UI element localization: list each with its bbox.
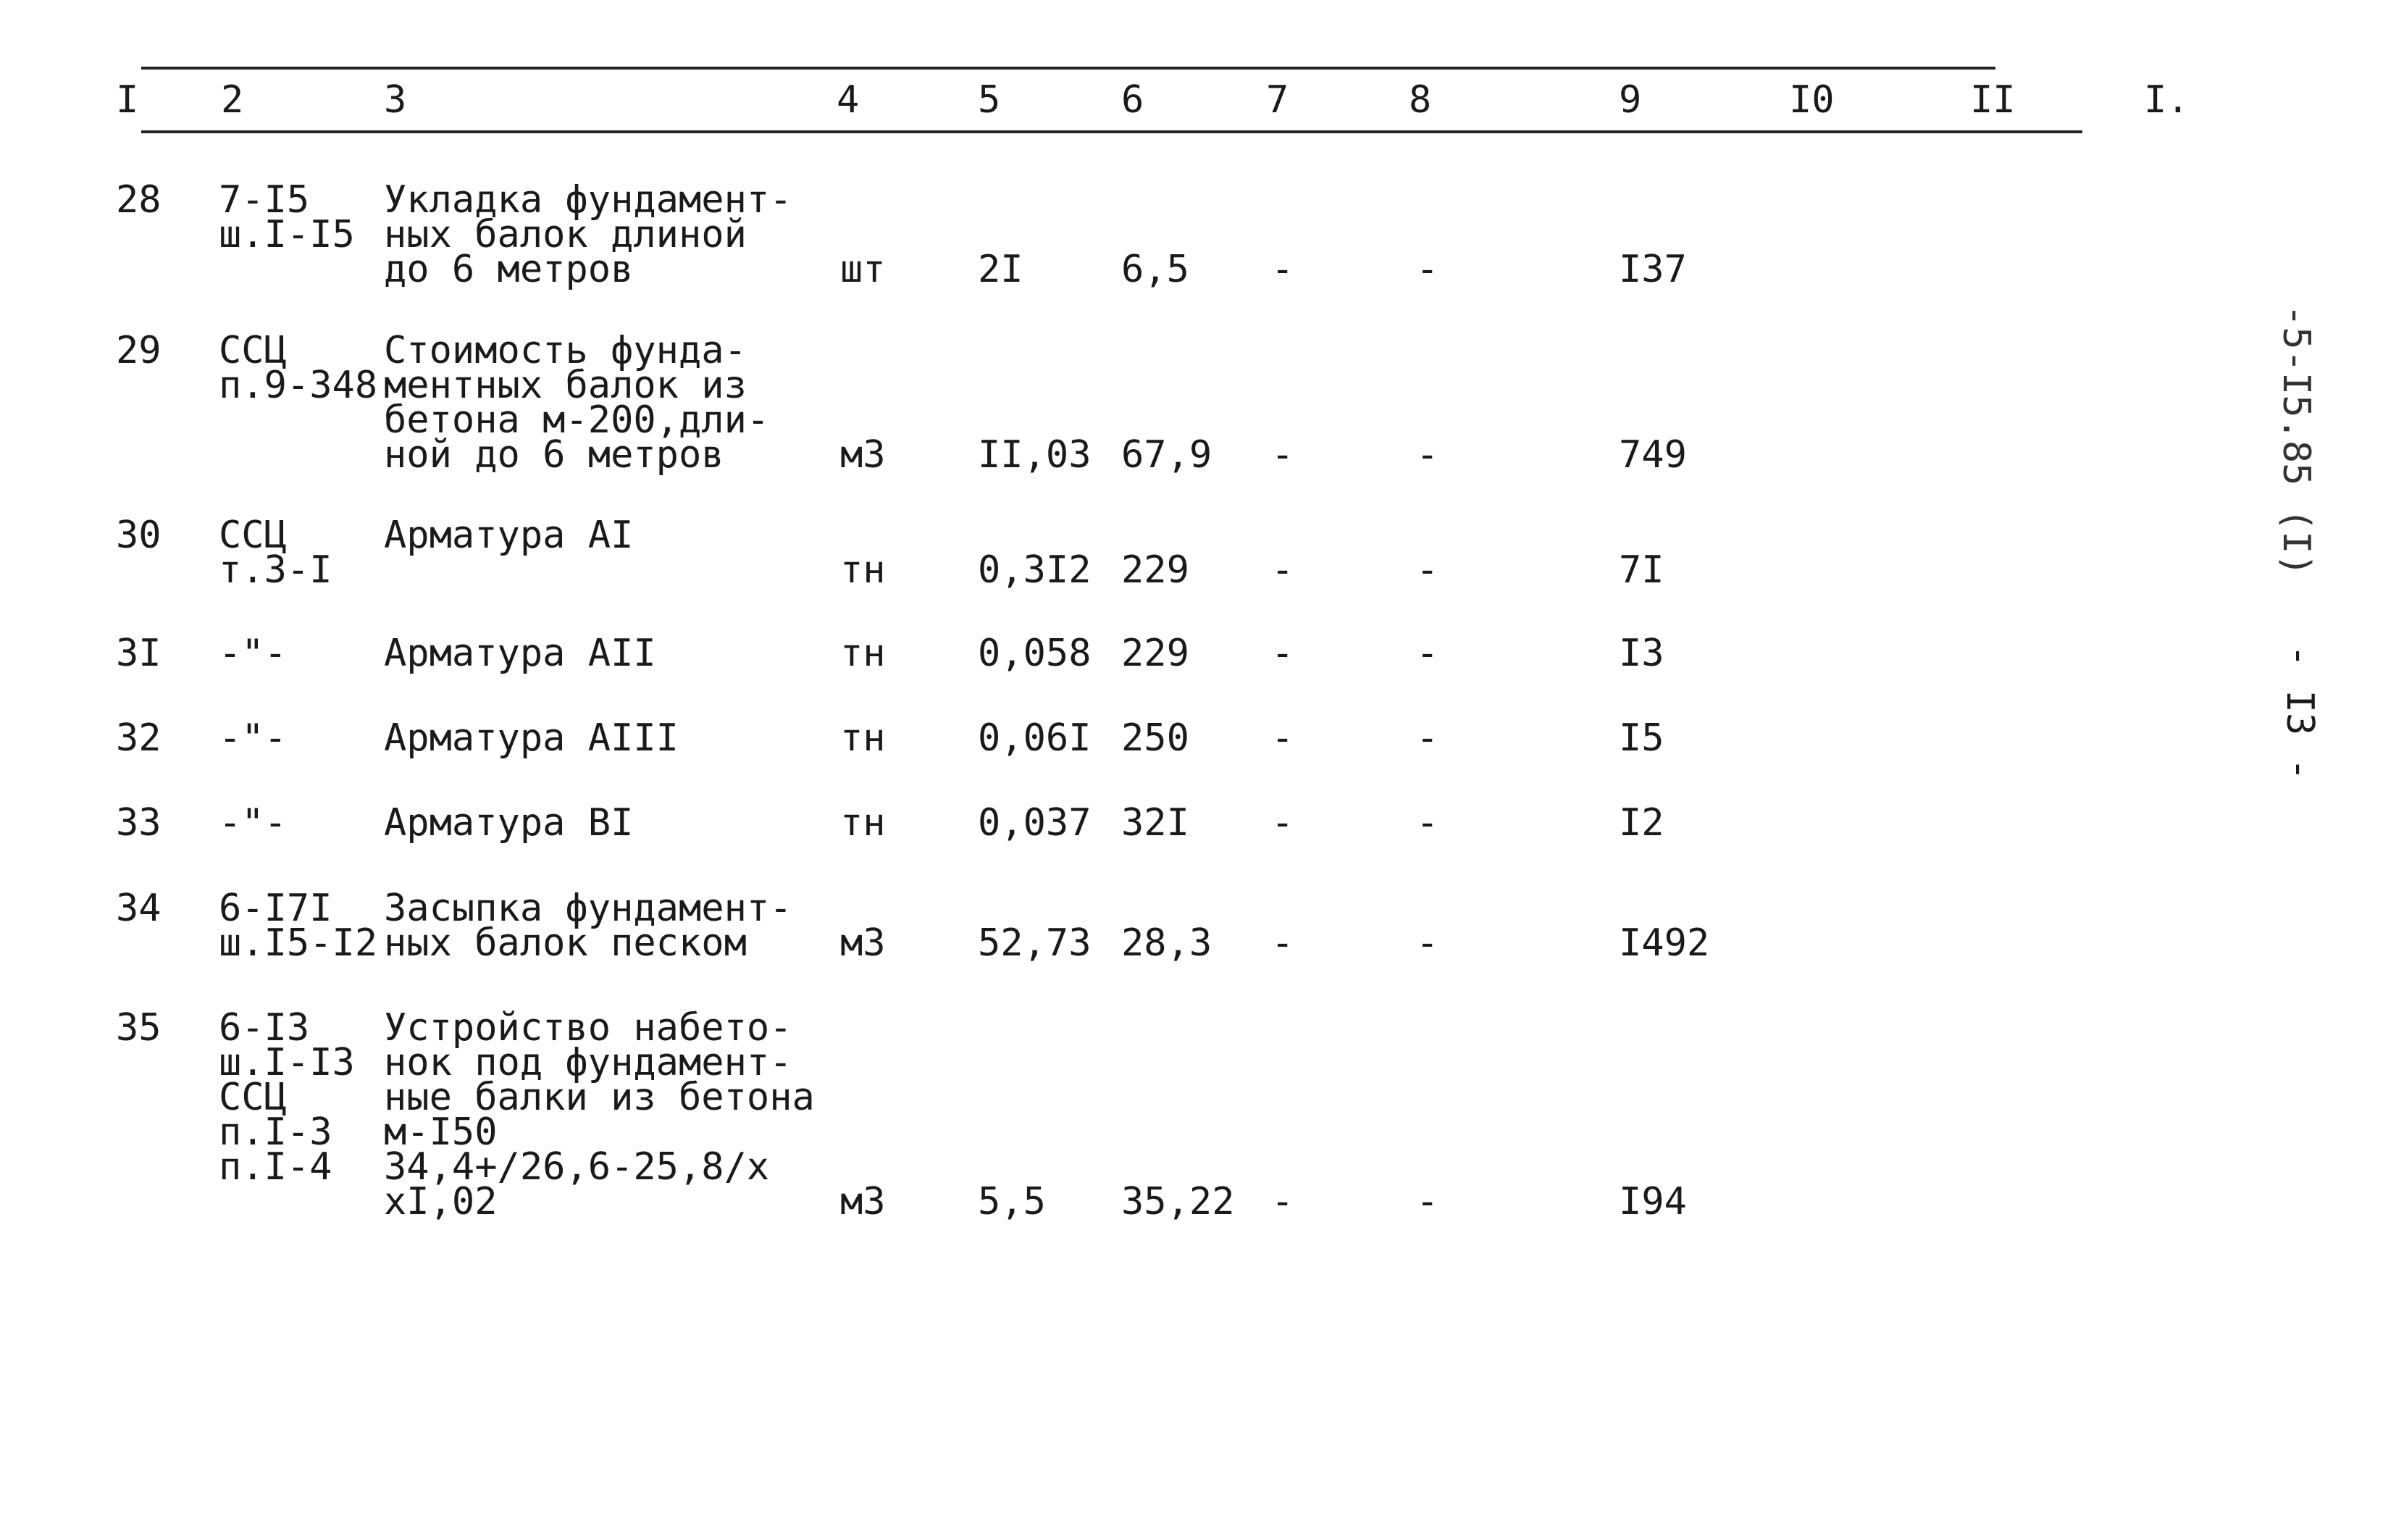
total-cost: I94 bbox=[1619, 1180, 1687, 1223]
unit-price: 250 bbox=[1121, 716, 1189, 760]
unit-price: 28,3 bbox=[1121, 921, 1212, 965]
row-number: 28 bbox=[116, 178, 162, 222]
work-description: Арматура АIII bbox=[384, 716, 679, 760]
column-8-value: - bbox=[1416, 632, 1439, 675]
unit-price: 229 bbox=[1121, 632, 1189, 675]
column-8-value: - bbox=[1416, 801, 1439, 845]
header-cell-2: 2 bbox=[221, 78, 244, 122]
norm-code: 6-I7I ш.I5-I2 bbox=[219, 887, 378, 965]
total-cost: 7I bbox=[1619, 548, 1664, 592]
unit-price: 6,5 bbox=[1121, 248, 1189, 291]
norm-code: -"- bbox=[219, 632, 287, 675]
unit-of-measure: тн bbox=[840, 548, 886, 592]
row-number: 30 bbox=[116, 514, 162, 557]
norm-code: -"- bbox=[219, 801, 287, 845]
row-number: 3I bbox=[116, 632, 162, 675]
work-description: Устройство набето- нок под фундамент- ные балки из бетона м-I50 34,4+/26,6-25,8/х хI,02 bbox=[384, 1006, 815, 1223]
quantity: 5,5 bbox=[978, 1180, 1046, 1223]
unit-of-measure: тн bbox=[840, 801, 886, 845]
unit-of-measure: м3 bbox=[840, 921, 886, 965]
row-number: 34 bbox=[116, 887, 162, 930]
column-8-value: - bbox=[1416, 248, 1439, 291]
total-cost: I5 bbox=[1619, 716, 1664, 760]
norm-code: 7-I5 ш.I-I5 bbox=[219, 178, 355, 256]
column-7-value: - bbox=[1271, 1180, 1294, 1223]
unit-of-measure: тн bbox=[840, 716, 886, 760]
row-number: 29 bbox=[116, 329, 162, 372]
table-top-rule bbox=[141, 67, 1995, 70]
header-cell-3: 3 bbox=[384, 78, 407, 122]
total-cost: I2 bbox=[1619, 801, 1664, 845]
unit-of-measure: шт bbox=[840, 248, 886, 291]
unit-of-measure: м3 bbox=[840, 1180, 886, 1223]
unit-of-measure: м3 bbox=[840, 433, 886, 477]
header-cell-6: 6 bbox=[1121, 78, 1144, 122]
column-8-value: - bbox=[1416, 1180, 1439, 1223]
total-cost: 749 bbox=[1619, 433, 1687, 477]
header-cell-4: 4 bbox=[837, 78, 860, 122]
row-number: 32 bbox=[116, 716, 162, 760]
norm-code: ССЦ т.3-I bbox=[219, 514, 332, 592]
quantity: II,03 bbox=[978, 433, 1092, 477]
work-description: Арматура АII bbox=[384, 632, 656, 675]
quantity: 0,058 bbox=[978, 632, 1092, 675]
column-7-value: - bbox=[1271, 433, 1294, 477]
quantity: 0,3I2 bbox=[978, 548, 1092, 592]
column-7-value: - bbox=[1271, 801, 1294, 845]
column-8-value: - bbox=[1416, 548, 1439, 592]
total-cost: I3 bbox=[1619, 632, 1664, 675]
column-7-value: - bbox=[1271, 632, 1294, 675]
total-cost: I492 bbox=[1619, 921, 1710, 965]
norm-code: ССЦ п.9-348 bbox=[219, 329, 378, 407]
column-7-value: - bbox=[1271, 248, 1294, 291]
column-7-value: - bbox=[1271, 716, 1294, 760]
quantity: 0,06I bbox=[978, 716, 1092, 760]
norm-code: 6-I3 ш.I-I3 ССЦ п.I-3 п.I-4 bbox=[219, 1006, 355, 1189]
column-8-value: - bbox=[1416, 716, 1439, 760]
column-8-value: - bbox=[1416, 433, 1439, 477]
unit-of-measure: тн bbox=[840, 632, 886, 675]
header-cell-1: I bbox=[116, 78, 139, 122]
quantity: 52,73 bbox=[978, 921, 1092, 965]
work-description: Арматура АI bbox=[384, 514, 634, 557]
work-description: Засыпка фундамент- ных балок песком bbox=[384, 887, 792, 965]
page-number: - I3 - bbox=[2278, 645, 2321, 781]
work-description: Арматура ВI bbox=[384, 801, 634, 845]
unit-price: 67,9 bbox=[1121, 433, 1212, 477]
quantity: 2I bbox=[978, 248, 1023, 291]
work-description: Стоимость фунда- ментных балок из бетона м-200,дли- ной до 6 метров bbox=[384, 329, 770, 477]
header-cell-8: 8 bbox=[1409, 78, 1432, 122]
header-cell-5: 5 bbox=[978, 78, 1001, 122]
work-description: Укладка фундамент- ных балок длиной до 6 метров bbox=[384, 178, 792, 291]
header-cell-7: 7 bbox=[1266, 78, 1289, 122]
unit-price: 32I bbox=[1121, 801, 1189, 845]
column-8-value: - bbox=[1416, 921, 1439, 965]
quantity: 0,037 bbox=[978, 801, 1092, 845]
unit-price: 229 bbox=[1121, 548, 1189, 592]
header-cell-11: II bbox=[1970, 78, 2016, 122]
header-cell-10: I0 bbox=[1789, 78, 1835, 122]
column-7-value: - bbox=[1271, 548, 1294, 592]
row-number: 33 bbox=[116, 801, 162, 845]
row-number: 35 bbox=[116, 1006, 162, 1050]
unit-price: 35,22 bbox=[1121, 1180, 1235, 1223]
header-cell-9: 9 bbox=[1619, 78, 1642, 122]
table-header-rule bbox=[141, 130, 2082, 133]
column-7-value: - bbox=[1271, 921, 1294, 965]
header-cell-12: I. bbox=[2144, 78, 2190, 122]
margin-document-code: -5-I5.85 (I) bbox=[2274, 304, 2318, 577]
norm-code: -"- bbox=[219, 716, 287, 760]
total-cost: I37 bbox=[1619, 248, 1687, 291]
